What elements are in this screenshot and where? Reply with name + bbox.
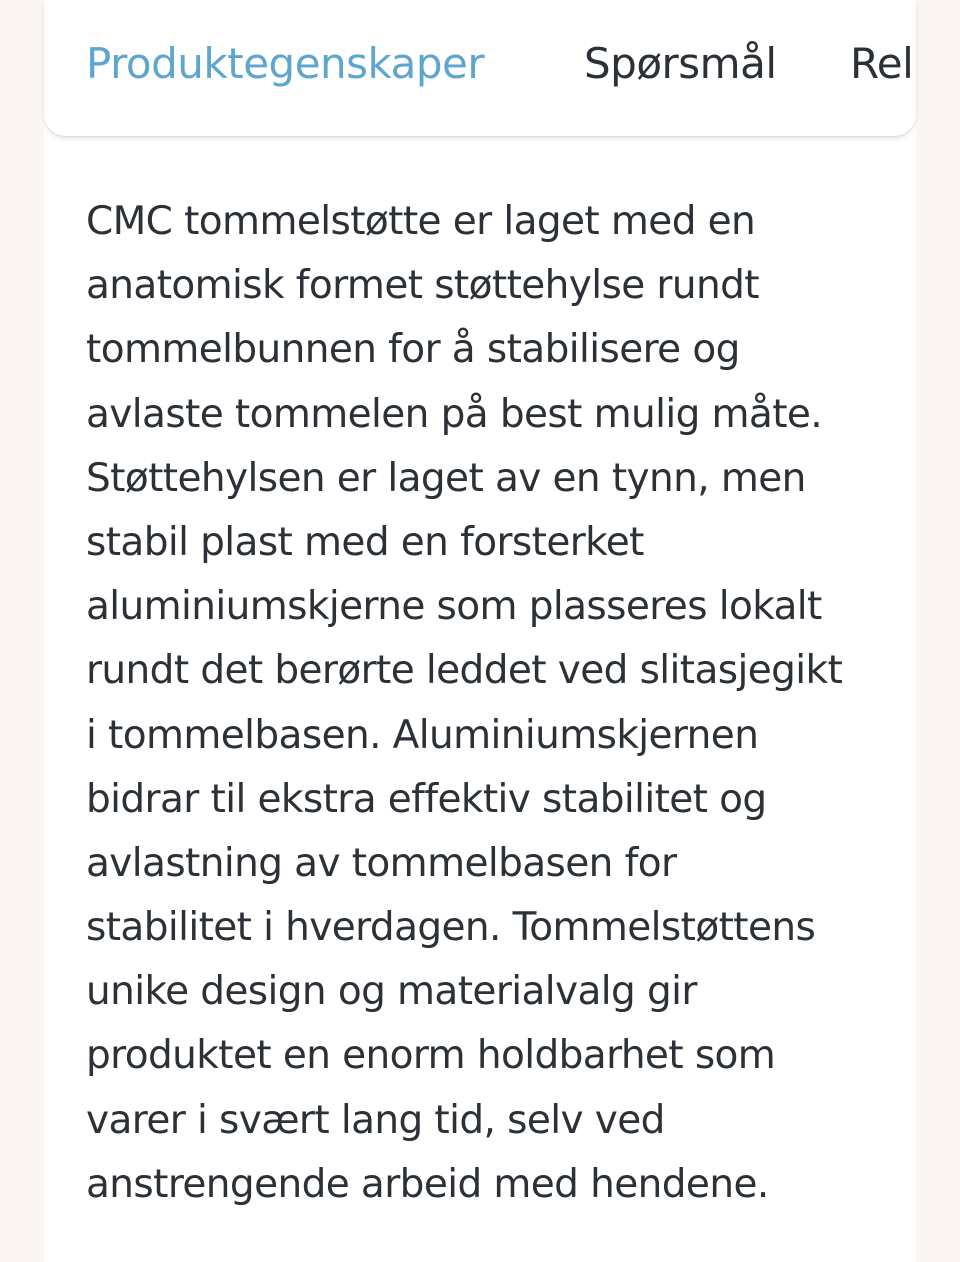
description-line: avlaste tommelen på best mulig måte.: [86, 391, 823, 437]
description-line: bidrar til ekstra effektiv stabilitet og: [86, 776, 767, 822]
description-line: CMC tommelstøtte er laget med en: [86, 199, 756, 244]
description-line: i tommelbasen. Aluminiumskjernen: [86, 712, 759, 758]
tab-related-partial[interactable]: Rel: [850, 39, 914, 88]
product-description: [86, 190, 886, 1217]
description-line: aluminiumskjerne som plasseres lokalt: [86, 584, 822, 630]
tab-bar: [44, 0, 916, 136]
tab-produktegenskaper[interactable]: Produktegenskaper: [86, 39, 485, 88]
description-line: stabil plast med en forsterket: [86, 519, 644, 565]
description-line: avlastning av tommelbasen for: [86, 840, 677, 886]
description-line: anatomisk formet støttehylse rundt: [86, 263, 759, 309]
description-line: stabilitet i hverdagen. Tommelstøttens: [86, 905, 816, 951]
description-line: produktet en enorm holdbarhet som: [86, 1033, 776, 1079]
description-line: rundt det berørte leddet ved slitasjegikt: [86, 648, 843, 694]
tab-sporsmal[interactable]: Spørsmål: [584, 39, 777, 88]
description-line: tommelbunnen for å stabilisere og: [86, 327, 740, 373]
description-line: varer i svært lang tid, selv ved: [86, 1097, 665, 1143]
description-line: Støttehylsen er laget av en tynn, men: [86, 455, 806, 501]
description-line: anstrengende arbeid med hendene.: [86, 1161, 769, 1207]
description-line: unike design og materialvalg gir: [86, 969, 697, 1015]
